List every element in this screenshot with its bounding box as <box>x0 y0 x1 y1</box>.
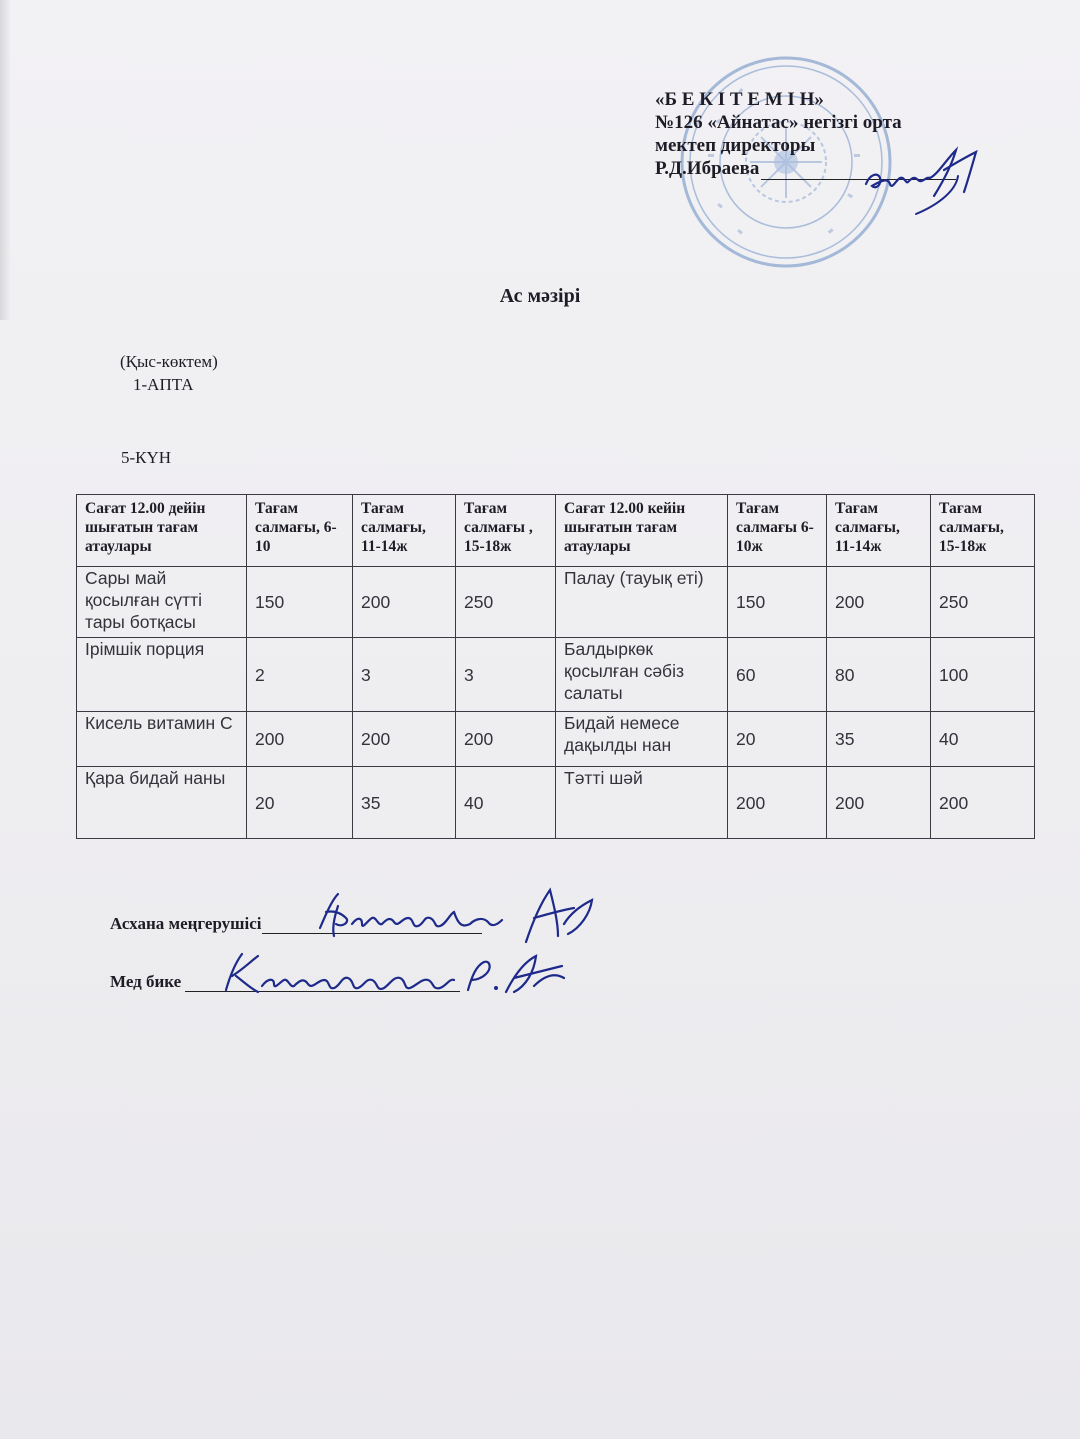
approval-heading: «Б Е К І Т Е М І Н» <box>655 89 824 110</box>
dish-name-cell: Кисель витамин С <box>77 712 247 767</box>
table-row <box>77 767 1035 839</box>
menu-table <box>76 494 1035 839</box>
page-edge-shadow <box>0 0 10 320</box>
weight-cell: 150 <box>728 567 827 638</box>
kitchen-head-label: Асхана меңгерушісі <box>110 914 262 933</box>
header-cell: Сағат 12.00 кейін шығатын тағам атаулары <box>556 495 728 567</box>
dish-name-cell: Тәтті шәй <box>556 767 728 839</box>
weight-cell: 200 <box>827 567 931 638</box>
weight-cell: 200 <box>827 767 931 839</box>
kitchen-head-signature <box>312 884 612 954</box>
weight-cell: 200 <box>247 712 353 767</box>
table-header-row <box>77 495 1035 567</box>
header-cell: Тағам салмағы , 15-18ж <box>456 495 556 567</box>
weight-cell: 200 <box>456 712 556 767</box>
weight-cell: 40 <box>931 712 1035 767</box>
day-label: 5-КҮН <box>121 448 172 467</box>
weight-cell: 20 <box>728 712 827 767</box>
dish-name-cell: Балдыркөк қосылған сәбіз салаты <box>556 638 728 712</box>
school-name: №126 «Айнатас» негізгі орта <box>655 112 902 133</box>
table-row <box>77 638 1035 712</box>
dish-name-cell: Сары май қосылған сүтті тары ботқасы <box>77 567 247 638</box>
nurse-signature <box>214 946 574 1006</box>
weight-cell: 200 <box>931 767 1035 839</box>
header-cell: Сағат 12.00 дейін шығатын тағам атаулары <box>77 495 247 567</box>
table-row <box>77 567 1035 638</box>
header-cell: Тағам салмағы, 11-14ж <box>827 495 931 567</box>
weight-cell: 200 <box>728 767 827 839</box>
weight-cell: 40 <box>456 767 556 839</box>
weight-cell: 35 <box>827 712 931 767</box>
weight-cell: 100 <box>931 638 1035 712</box>
header-cell: Тағам салмағы, 15-18ж <box>931 495 1035 567</box>
director-name: Р.Д.Ибраева <box>655 158 760 179</box>
document-title: Ас мәзірі <box>499 285 581 307</box>
table-row <box>77 712 1035 767</box>
weight-cell: 35 <box>353 767 456 839</box>
weight-cell: 150 <box>247 567 353 638</box>
dish-name-cell: Қара бидай наны <box>77 767 247 839</box>
header-cell: Тағам салмағы, 6-10 <box>247 495 353 567</box>
week-label: 1-АПТА <box>133 375 194 394</box>
weight-cell: 2 <box>247 638 353 712</box>
weight-cell: 200 <box>353 567 456 638</box>
header-cell: Тағам салмағы 6-10ж <box>728 495 827 567</box>
weight-cell: 60 <box>728 638 827 712</box>
dish-name-cell: Бидай немесе дақылды нан <box>556 712 728 767</box>
weight-cell: 80 <box>827 638 931 712</box>
dish-name-cell: Палау (тауық еті) <box>556 567 728 638</box>
director-title: мектеп директоры <box>655 135 816 156</box>
header-cell: Тағам салмағы, 11-14ж <box>353 495 456 567</box>
weight-cell: 3 <box>353 638 456 712</box>
dish-name-cell: Ірімшік порция <box>77 638 247 712</box>
weight-cell: 200 <box>353 712 456 767</box>
weight-cell: 3 <box>456 638 556 712</box>
weight-cell: 250 <box>931 567 1035 638</box>
season-label: (Қыс-көктем) <box>120 352 218 371</box>
weight-cell: 20 <box>247 767 353 839</box>
weight-cell: 250 <box>456 567 556 638</box>
nurse-label: Мед бике <box>110 972 182 991</box>
director-signature <box>860 140 990 220</box>
